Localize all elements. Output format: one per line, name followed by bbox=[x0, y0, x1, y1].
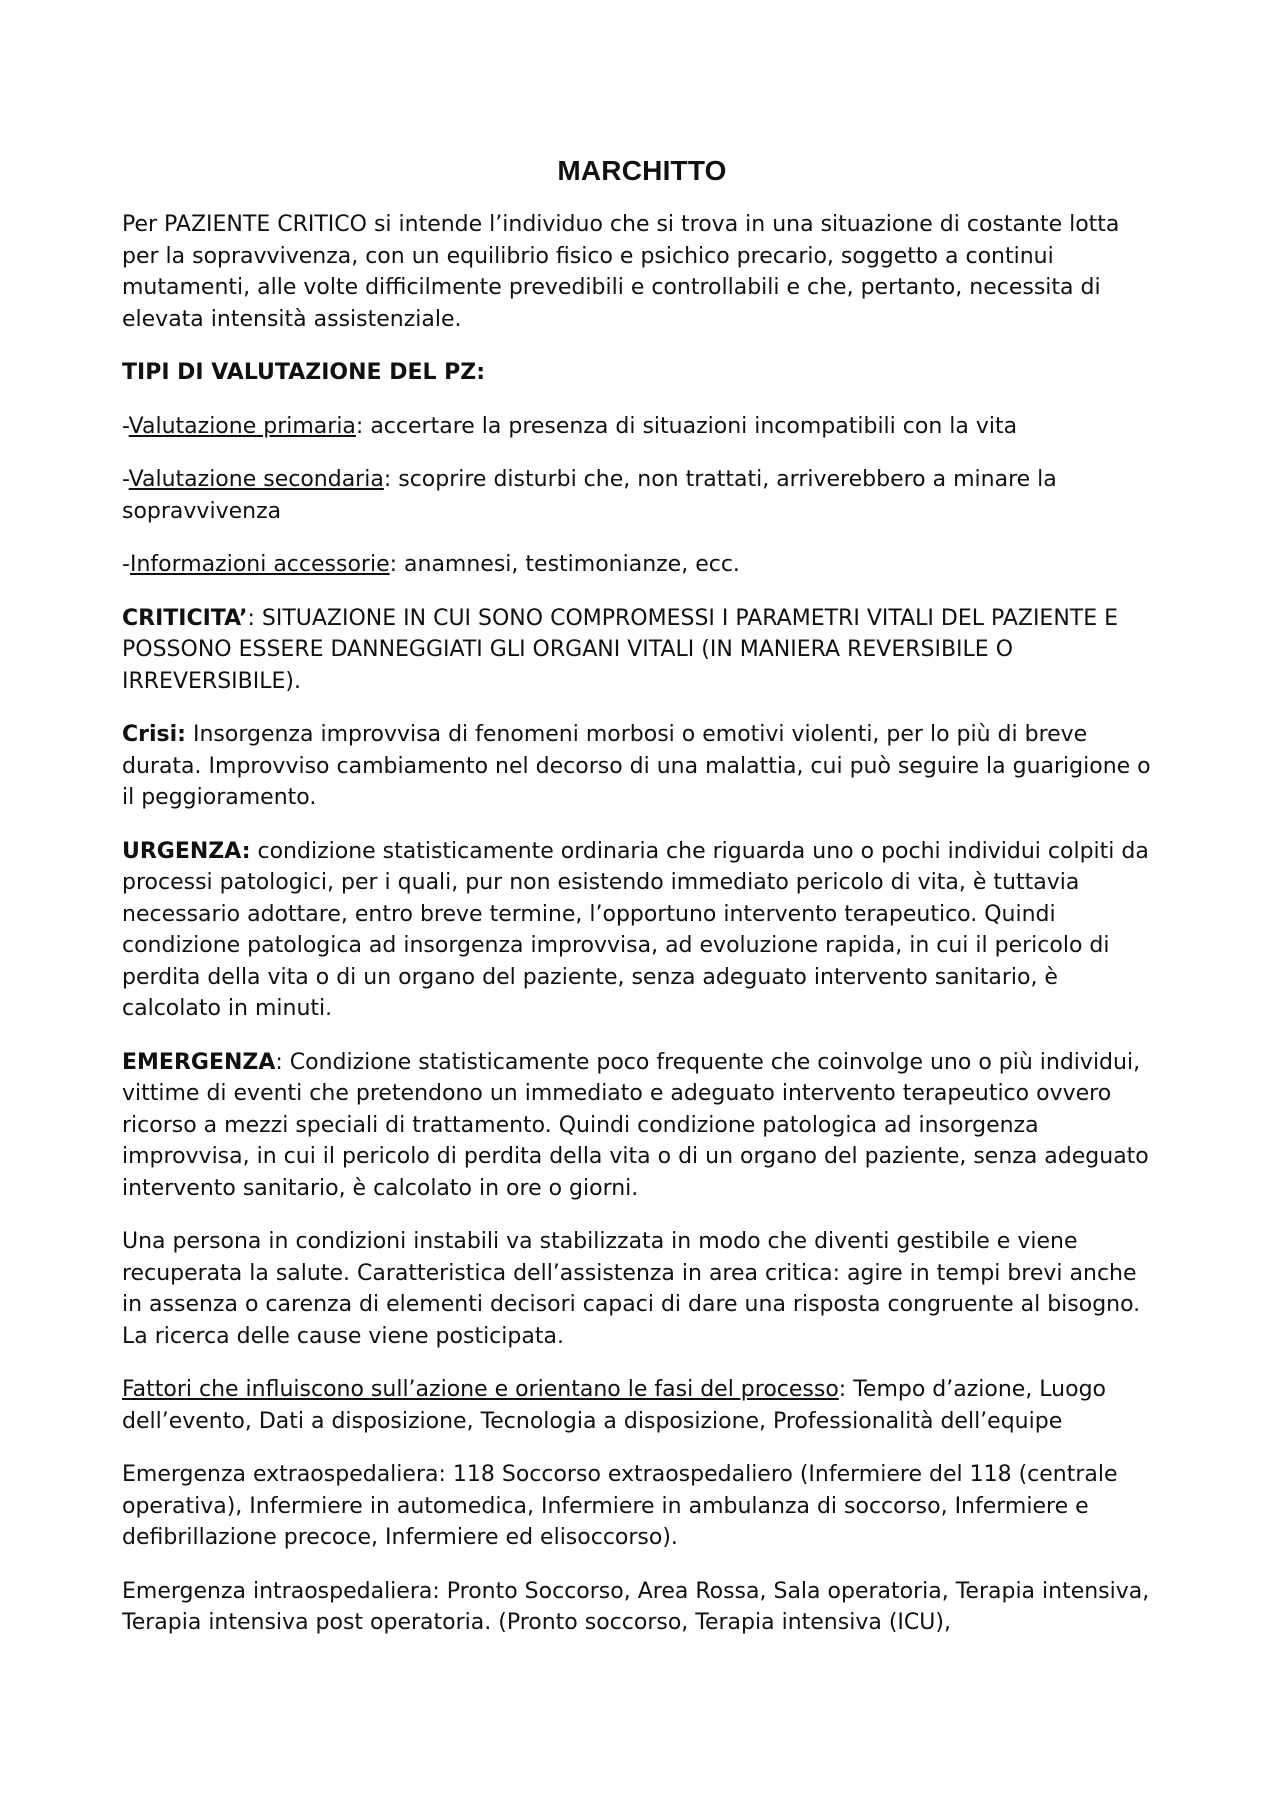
definition-term: Crisi: bbox=[122, 722, 186, 747]
factors-paragraph bbox=[122, 1374, 1162, 1437]
definition-text: condizione statisticamente ordinaria che riguarda uno o pochi individui colpiti da processi patologici, per i quali, pur non esistendo immediato pericolo di vita, è tuttavia necessario adottare, entro breve termine, l’opportuno intervento terapeutico. Quindi condizione patologica ad insorgenza improvvisa, ad evoluzione rapida, in cui il pericolo di perdita della vita o di un organo del paziente, senza adeguato intervento sanitario, è calcolato in minuti. bbox=[122, 838, 1149, 1021]
definition-text: : SITUAZIONE IN CUI SONO COMPROMESSI I PARAMETRI VITALI DEL PAZIENTE E POSSONO ESSERE DANNEGGIATI GLI ORGANI VITALI (IN MANIERA REVERSIBILE O IRREVERSIBILE). bbox=[122, 605, 1119, 694]
definition-text: Insorgenza improvvisa di fenomeni morbosi o emotivi violenti, per lo più di breve durata. Improvviso cambiamento nel decorso di una malattia, cui può seguire la guarigione o il peggioramento. bbox=[122, 722, 1151, 810]
evaluation-heading: TIPI DI VALUTAZIONE DEL PZ: bbox=[122, 360, 486, 385]
document-page bbox=[122, 155, 1162, 1661]
item-text: : anamnesi, testimonianze, ecc. bbox=[389, 552, 740, 577]
definition-emergenza bbox=[122, 1047, 1162, 1205]
evaluation-item-accessory bbox=[122, 549, 1162, 581]
document-title: MARCHITTO bbox=[557, 155, 727, 186]
evaluation-item-primary bbox=[122, 411, 1162, 443]
factors-term: Fattori che influiscono sull’azione e orientano le fasi del processo bbox=[122, 1377, 839, 1402]
definition-term: CRITICITA’ bbox=[122, 605, 248, 631]
item-term: Valutazione primaria bbox=[128, 413, 356, 439]
evaluation-item-secondary bbox=[122, 464, 1162, 527]
item-term: Valutazione secondaria bbox=[128, 467, 384, 492]
intra-hospital-paragraph: Emergenza intraospedaliera: Pronto Soccorso, Area Rossa, Sala operatoria, Terapia intensiva, Terapia intensiva post operatoria. (Pronto soccorso, Terapia intensiva (ICU), bbox=[122, 1578, 1150, 1635]
item-text: : accertare la presenza di situazioni incompatibili con la vita bbox=[355, 413, 1018, 439]
definition-text: : Condizione statisticamente poco frequente che coinvolge uno o più individui, vittime di eventi che pretendono un immediato e adeguato intervento terapeutico ovvero ricorso a mezzi speciali di trattamento. Quindi condizione patologica ad insorgenza improvvisa, in cui il pericolo di perdita della vita o di un organo del paziente, senza adeguato intervento sanitario, è calcolato in ore o giorni. bbox=[122, 1049, 1149, 1201]
item-prefix: - bbox=[122, 467, 129, 492]
item-prefix: - bbox=[122, 413, 129, 439]
item-term: Informazioni accessorie bbox=[129, 552, 390, 577]
item-text: : scoprire disturbi che, non trattati, arriverebbero a minare la sopravvivenza bbox=[122, 467, 1057, 524]
definition-urgenza bbox=[122, 836, 1162, 1025]
definition-term: URGENZA: bbox=[122, 838, 251, 864]
definition-criticita bbox=[122, 603, 1162, 698]
factors-text: : Tempo d’azione, Luogo dell’evento, Dati a disposizione, Tecnologia a disposizione, Professionalità dell’equipe bbox=[122, 1377, 1107, 1434]
intro-paragraph: Per PAZIENTE CRITICO si intende l’individuo che si trova in una situazione di costante lotta per la sopravvivenza, con un equilibrio fisico e psichico precario, soggetto a continui mutamenti, alle volte difficilmente prevedibili e controllabili e che, pertanto, necessita di elevata intensità assistenziale. bbox=[122, 212, 1120, 332]
definition-crisi bbox=[122, 719, 1162, 814]
item-prefix: - bbox=[122, 552, 130, 577]
definition-term: EMERGENZA bbox=[122, 1049, 276, 1075]
stabilization-paragraph: Una persona in condizioni instabili va stabilizzata in modo che diventi gestibile e viene recuperata la salute. Caratteristica dell’assistenza in area critica: agire in tempi brevi anche in assenza o carenza di elementi decisori capaci di dare una risposta congruente al bisogno. La ricerca delle cause viene posticipata. bbox=[122, 1229, 1141, 1349]
extra-hospital-paragraph: Emergenza extraospedaliera: 118 Soccorso extraospedaliero (Infermiere del 118 (centrale operativa), Infermiere in automedica, Infermiere in ambulanza di soccorso, Infermiere e defibrillazione precoce, Infermiere ed elisoccorso). bbox=[122, 1462, 1118, 1550]
